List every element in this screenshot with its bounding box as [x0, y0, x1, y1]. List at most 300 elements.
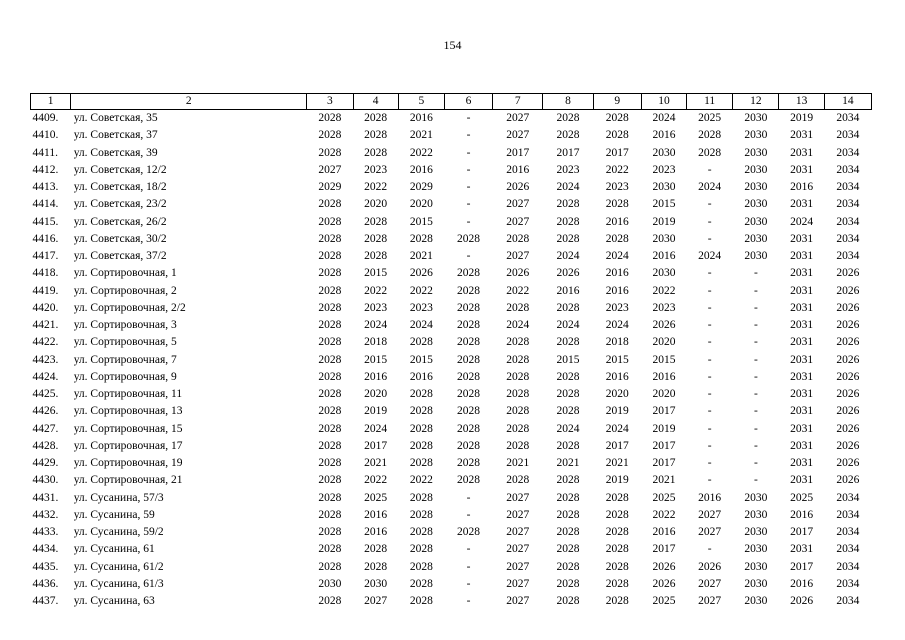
- value-cell: 2028: [556, 215, 580, 228]
- value-cell: -: [466, 163, 471, 176]
- address-cell: ул. Сортировочная, 11: [73, 388, 183, 401]
- value-cell: 2016: [790, 508, 814, 521]
- value-cell: 2020: [652, 336, 676, 349]
- column-header: 10: [641, 94, 686, 110]
- value-cell: 2027: [364, 595, 388, 608]
- value-cell: 2024: [605, 250, 629, 263]
- value-cell: -: [753, 319, 758, 332]
- value-cell: 2030: [744, 232, 768, 245]
- value-cell: 2026: [836, 474, 860, 487]
- table-row: [31, 369, 872, 386]
- value-cell: 2028: [698, 129, 722, 142]
- table-row: [31, 593, 872, 610]
- address-cell: ул. Советская, 37: [73, 129, 158, 142]
- value-cell: 2028: [457, 439, 481, 452]
- value-cell: 2028: [457, 474, 481, 487]
- value-cell: 2028: [506, 353, 530, 366]
- address-cell: ул. Сортировочная, 13: [73, 405, 183, 418]
- row-number: 4413.: [32, 181, 59, 194]
- value-cell: 2027: [506, 577, 530, 590]
- value-cell: 2022: [409, 146, 433, 159]
- value-cell: -: [707, 457, 712, 470]
- value-cell: 2016: [364, 508, 388, 521]
- value-cell: 2028: [364, 129, 388, 142]
- row-number: 4418.: [32, 267, 59, 280]
- address-cell: ул. Советская, 37/2: [73, 250, 167, 263]
- value-cell: 2027: [506, 560, 530, 573]
- value-cell: -: [707, 198, 712, 211]
- value-cell: 2030: [744, 198, 768, 211]
- row-number: 4422.: [32, 336, 59, 349]
- value-cell: -: [753, 422, 758, 435]
- value-cell: 2034: [836, 577, 860, 590]
- row-number: 4432.: [32, 508, 59, 521]
- value-cell: 2016: [790, 577, 814, 590]
- value-cell: 2028: [556, 198, 580, 211]
- value-cell: -: [707, 388, 712, 401]
- value-cell: 2030: [744, 508, 768, 521]
- value-cell: 2016: [409, 370, 433, 383]
- value-cell: 2026: [652, 560, 676, 573]
- value-cell: 2028: [457, 422, 481, 435]
- value-cell: 2017: [506, 146, 530, 159]
- value-cell: 2021: [652, 474, 676, 487]
- table-row: [31, 300, 872, 317]
- table-row: [31, 231, 872, 248]
- value-cell: 2021: [409, 250, 433, 263]
- value-cell: 2028: [506, 370, 530, 383]
- value-cell: 2015: [556, 353, 580, 366]
- address-cell: ул. Сортировочная, 9: [73, 370, 177, 383]
- value-cell: -: [753, 405, 758, 418]
- value-cell: 2028: [318, 232, 342, 245]
- value-cell: 2034: [836, 129, 860, 142]
- value-cell: -: [753, 474, 758, 487]
- value-cell: 2030: [652, 267, 676, 280]
- table-row: [31, 196, 872, 213]
- value-cell: 2028: [318, 457, 342, 470]
- value-cell: 2028: [409, 457, 433, 470]
- value-cell: 2028: [556, 232, 580, 245]
- value-cell: 2026: [556, 267, 580, 280]
- table-row: [31, 507, 872, 524]
- value-cell: 2027: [698, 577, 722, 590]
- value-cell: 2031: [790, 474, 814, 487]
- value-cell: 2031: [790, 129, 814, 142]
- value-cell: 2028: [318, 336, 342, 349]
- value-cell: -: [466, 560, 471, 573]
- column-header: 2: [71, 94, 307, 110]
- value-cell: 2027: [506, 543, 530, 556]
- value-cell: -: [707, 284, 712, 297]
- address-cell: ул. Сусанина, 63: [73, 595, 155, 608]
- row-number: 4426.: [32, 405, 59, 418]
- row-number: 4431.: [32, 491, 59, 504]
- value-cell: 2023: [652, 163, 676, 176]
- row-number: 4415.: [32, 215, 59, 228]
- value-cell: 2028: [457, 267, 481, 280]
- value-cell: -: [707, 405, 712, 418]
- value-cell: 2030: [744, 543, 768, 556]
- value-cell: 2028: [605, 232, 629, 245]
- table-row: [31, 472, 872, 489]
- value-cell: 2028: [409, 388, 433, 401]
- value-cell: -: [753, 353, 758, 366]
- value-cell: 2019: [605, 405, 629, 418]
- page-number: 154: [443, 38, 462, 52]
- value-cell: 2024: [556, 250, 580, 263]
- value-cell: 2028: [409, 595, 433, 608]
- table-row: [31, 352, 872, 369]
- value-cell: 2028: [409, 543, 433, 556]
- value-cell: 2027: [506, 508, 530, 521]
- value-cell: 2015: [409, 215, 433, 228]
- address-cell: ул. Сортировочная, 1: [73, 267, 177, 280]
- value-cell: 2028: [556, 595, 580, 608]
- value-cell: 2028: [605, 491, 629, 504]
- value-cell: 2028: [506, 422, 530, 435]
- value-cell: 2034: [836, 215, 860, 228]
- value-cell: 2034: [836, 543, 860, 556]
- value-cell: 2028: [605, 595, 629, 608]
- value-cell: -: [707, 543, 712, 556]
- value-cell: 2019: [605, 474, 629, 487]
- value-cell: 2028: [605, 526, 629, 539]
- value-cell: 2028: [556, 388, 580, 401]
- value-cell: 2028: [318, 112, 342, 125]
- table-row: [31, 386, 872, 403]
- value-cell: 2030: [744, 129, 768, 142]
- value-cell: 2028: [457, 405, 481, 418]
- row-number: 4414.: [32, 198, 59, 211]
- value-cell: 2028: [506, 439, 530, 452]
- table-row: [31, 110, 872, 128]
- value-cell: 2028: [556, 129, 580, 142]
- value-cell: -: [707, 163, 712, 176]
- value-cell: 2027: [506, 526, 530, 539]
- value-cell: 2030: [652, 146, 676, 159]
- value-cell: 2020: [364, 198, 388, 211]
- table-row: [31, 541, 872, 558]
- value-cell: 2026: [506, 267, 530, 280]
- value-cell: 2028: [318, 319, 342, 332]
- table-row: [31, 455, 872, 472]
- table-row: [31, 127, 872, 144]
- table-row: [31, 179, 872, 196]
- value-cell: 2028: [506, 474, 530, 487]
- value-cell: 2031: [790, 457, 814, 470]
- value-cell: 2016: [652, 370, 676, 383]
- value-cell: 2022: [605, 163, 629, 176]
- value-cell: 2016: [605, 267, 629, 280]
- value-cell: 2025: [652, 595, 676, 608]
- value-cell: 2030: [744, 250, 768, 263]
- value-cell: 2027: [318, 163, 342, 176]
- value-cell: 2028: [457, 319, 481, 332]
- address-cell: ул. Сусанина, 61/3: [73, 577, 164, 590]
- address-cell: ул. Советская, 18/2: [73, 181, 167, 194]
- address-cell: ул. Сортировочная, 15: [73, 422, 183, 435]
- value-cell: 2030: [744, 491, 768, 504]
- row-number: 4412.: [32, 163, 59, 176]
- value-cell: -: [466, 508, 471, 521]
- value-cell: -: [753, 301, 758, 314]
- address-cell: ул. Сортировочная, 7: [73, 353, 177, 366]
- value-cell: 2022: [364, 284, 388, 297]
- row-number: 4411.: [32, 146, 58, 159]
- column-header: 12: [733, 94, 779, 110]
- value-cell: 2027: [506, 129, 530, 142]
- value-cell: 2026: [790, 595, 814, 608]
- value-cell: 2028: [318, 370, 342, 383]
- value-cell: 2028: [364, 250, 388, 263]
- value-cell: -: [466, 198, 471, 211]
- address-cell: ул. Сортировочная, 19: [73, 457, 183, 470]
- value-cell: 2028: [409, 508, 433, 521]
- value-cell: 2031: [790, 439, 814, 452]
- value-cell: -: [753, 370, 758, 383]
- value-cell: 2025: [698, 112, 722, 125]
- value-cell: 2019: [652, 422, 676, 435]
- value-cell: 2028: [506, 336, 530, 349]
- value-cell: 2028: [605, 560, 629, 573]
- value-cell: 2026: [836, 284, 860, 297]
- value-cell: 2028: [318, 422, 342, 435]
- value-cell: 2022: [409, 474, 433, 487]
- value-cell: 2028: [318, 353, 342, 366]
- value-cell: 2025: [790, 491, 814, 504]
- value-cell: 2028: [364, 232, 388, 245]
- value-cell: -: [753, 457, 758, 470]
- row-number: 4416.: [32, 232, 59, 245]
- value-cell: -: [707, 232, 712, 245]
- value-cell: 2021: [506, 457, 530, 470]
- table-row: [31, 145, 872, 162]
- address-cell: ул. Сортировочная, 2: [73, 284, 177, 297]
- value-cell: 2028: [409, 491, 433, 504]
- column-header: 9: [593, 94, 641, 110]
- value-cell: 2027: [506, 250, 530, 263]
- value-cell: 2028: [318, 474, 342, 487]
- row-number: 4420.: [32, 301, 59, 314]
- value-cell: 2028: [318, 250, 342, 263]
- value-cell: 2030: [744, 577, 768, 590]
- value-cell: 2017: [652, 543, 676, 556]
- row-number: 4421.: [32, 319, 59, 332]
- row-number: 4419.: [32, 284, 59, 297]
- address-cell: ул. Советская, 35: [73, 112, 158, 125]
- value-cell: 2031: [790, 301, 814, 314]
- value-cell: 2028: [556, 112, 580, 125]
- column-header: 11: [687, 94, 733, 110]
- value-cell: 2028: [318, 405, 342, 418]
- value-cell: -: [466, 181, 471, 194]
- value-cell: 2028: [605, 577, 629, 590]
- value-cell: 2028: [605, 198, 629, 211]
- value-cell: 2026: [836, 319, 860, 332]
- value-cell: 2028: [457, 526, 481, 539]
- value-cell: 2015: [605, 353, 629, 366]
- value-cell: 2017: [790, 560, 814, 573]
- value-cell: 2024: [698, 250, 722, 263]
- value-cell: 2034: [836, 181, 860, 194]
- value-cell: -: [707, 336, 712, 349]
- value-cell: 2028: [364, 560, 388, 573]
- value-cell: 2031: [790, 198, 814, 211]
- value-cell: 2030: [364, 577, 388, 590]
- column-header: 7: [493, 94, 543, 110]
- value-cell: 2028: [364, 543, 388, 556]
- row-number: 4425.: [32, 388, 59, 401]
- value-cell: 2024: [364, 422, 388, 435]
- value-cell: 2028: [556, 491, 580, 504]
- value-cell: -: [466, 491, 471, 504]
- value-cell: 2034: [836, 508, 860, 521]
- value-cell: 2031: [790, 370, 814, 383]
- row-number: 4435.: [32, 560, 59, 573]
- value-cell: 2027: [698, 526, 722, 539]
- value-cell: 2016: [652, 526, 676, 539]
- value-cell: 2022: [506, 284, 530, 297]
- value-cell: 2023: [364, 301, 388, 314]
- value-cell: -: [707, 474, 712, 487]
- value-cell: 2030: [652, 181, 676, 194]
- value-cell: 2028: [318, 543, 342, 556]
- address-cell: ул. Сусанина, 57/3: [73, 491, 164, 504]
- address-cell: ул. Сортировочная, 17: [73, 439, 183, 452]
- value-cell: 2034: [836, 112, 860, 125]
- row-number: 4434.: [32, 543, 59, 556]
- table-body: [31, 110, 872, 611]
- value-cell: 2022: [364, 181, 388, 194]
- value-cell: 2028: [364, 215, 388, 228]
- column-header: 14: [824, 94, 871, 110]
- value-cell: 2029: [409, 181, 433, 194]
- value-cell: 2015: [364, 267, 388, 280]
- value-cell: 2034: [836, 250, 860, 263]
- column-header: 3: [307, 94, 353, 110]
- value-cell: 2020: [652, 388, 676, 401]
- row-number: 4437.: [32, 595, 59, 608]
- value-cell: 2017: [556, 146, 580, 159]
- value-cell: 2030: [744, 181, 768, 194]
- value-cell: -: [753, 267, 758, 280]
- value-cell: 2028: [506, 301, 530, 314]
- value-cell: 2019: [652, 215, 676, 228]
- value-cell: 2026: [836, 422, 860, 435]
- value-cell: 2028: [318, 560, 342, 573]
- value-cell: 2027: [698, 595, 722, 608]
- table-row: [31, 334, 872, 351]
- row-number: 4429.: [32, 457, 59, 470]
- address-cell: ул. Сортировочная, 21: [73, 474, 183, 487]
- value-cell: 2017: [652, 405, 676, 418]
- value-cell: 2028: [556, 474, 580, 487]
- value-cell: 2028: [318, 491, 342, 504]
- value-cell: -: [466, 215, 471, 228]
- row-number: 4409.: [32, 112, 59, 125]
- value-cell: 2015: [409, 353, 433, 366]
- value-cell: 2021: [364, 457, 388, 470]
- value-cell: 2030: [652, 232, 676, 245]
- value-cell: 2024: [605, 319, 629, 332]
- value-cell: 2031: [790, 267, 814, 280]
- value-cell: 2023: [364, 163, 388, 176]
- value-cell: 2028: [457, 388, 481, 401]
- value-cell: 2031: [790, 163, 814, 176]
- value-cell: 2028: [409, 232, 433, 245]
- value-cell: 2026: [409, 267, 433, 280]
- value-cell: -: [466, 250, 471, 263]
- value-cell: 2021: [409, 129, 433, 142]
- value-cell: 2017: [790, 526, 814, 539]
- value-cell: 2028: [409, 422, 433, 435]
- value-cell: 2024: [409, 319, 433, 332]
- value-cell: 2028: [506, 405, 530, 418]
- value-cell: 2031: [790, 543, 814, 556]
- value-cell: 2021: [556, 457, 580, 470]
- value-cell: 2016: [790, 181, 814, 194]
- value-cell: 2026: [836, 267, 860, 280]
- value-cell: 2028: [409, 405, 433, 418]
- value-cell: -: [466, 146, 471, 159]
- value-cell: 2016: [605, 284, 629, 297]
- value-cell: 2034: [836, 198, 860, 211]
- value-cell: -: [707, 319, 712, 332]
- value-cell: 2015: [364, 353, 388, 366]
- value-cell: 2031: [790, 319, 814, 332]
- value-cell: 2028: [605, 543, 629, 556]
- value-cell: 2028: [409, 439, 433, 452]
- value-cell: -: [707, 353, 712, 366]
- value-cell: 2016: [698, 491, 722, 504]
- value-cell: 2015: [652, 353, 676, 366]
- value-cell: 2024: [556, 319, 580, 332]
- value-cell: 2027: [698, 508, 722, 521]
- table-row: [31, 403, 872, 420]
- value-cell: 2030: [744, 163, 768, 176]
- address-cell: ул. Сусанина, 59: [73, 508, 155, 521]
- value-cell: 2026: [836, 388, 860, 401]
- value-cell: 2023: [409, 301, 433, 314]
- value-cell: 2024: [556, 422, 580, 435]
- value-cell: 2024: [790, 215, 814, 228]
- value-cell: 2028: [318, 301, 342, 314]
- table-row: [31, 559, 872, 576]
- value-cell: 2028: [318, 146, 342, 159]
- row-number: 4417.: [32, 250, 59, 263]
- value-cell: 2017: [652, 457, 676, 470]
- value-cell: 2028: [409, 526, 433, 539]
- table-row: [31, 283, 872, 300]
- value-cell: 2024: [506, 319, 530, 332]
- value-cell: 2031: [790, 388, 814, 401]
- value-cell: 2028: [556, 439, 580, 452]
- value-cell: -: [466, 112, 471, 125]
- value-cell: 2028: [457, 232, 481, 245]
- value-cell: 2016: [652, 250, 676, 263]
- value-cell: 2016: [652, 129, 676, 142]
- address-cell: ул. Советская, 12/2: [73, 163, 167, 176]
- value-cell: 2028: [556, 336, 580, 349]
- value-cell: 2017: [605, 439, 629, 452]
- value-cell: 2028: [457, 336, 481, 349]
- value-cell: 2028: [556, 543, 580, 556]
- value-cell: 2016: [364, 370, 388, 383]
- value-cell: 2027: [506, 198, 530, 211]
- table-row: [31, 490, 872, 507]
- value-cell: 2027: [506, 491, 530, 504]
